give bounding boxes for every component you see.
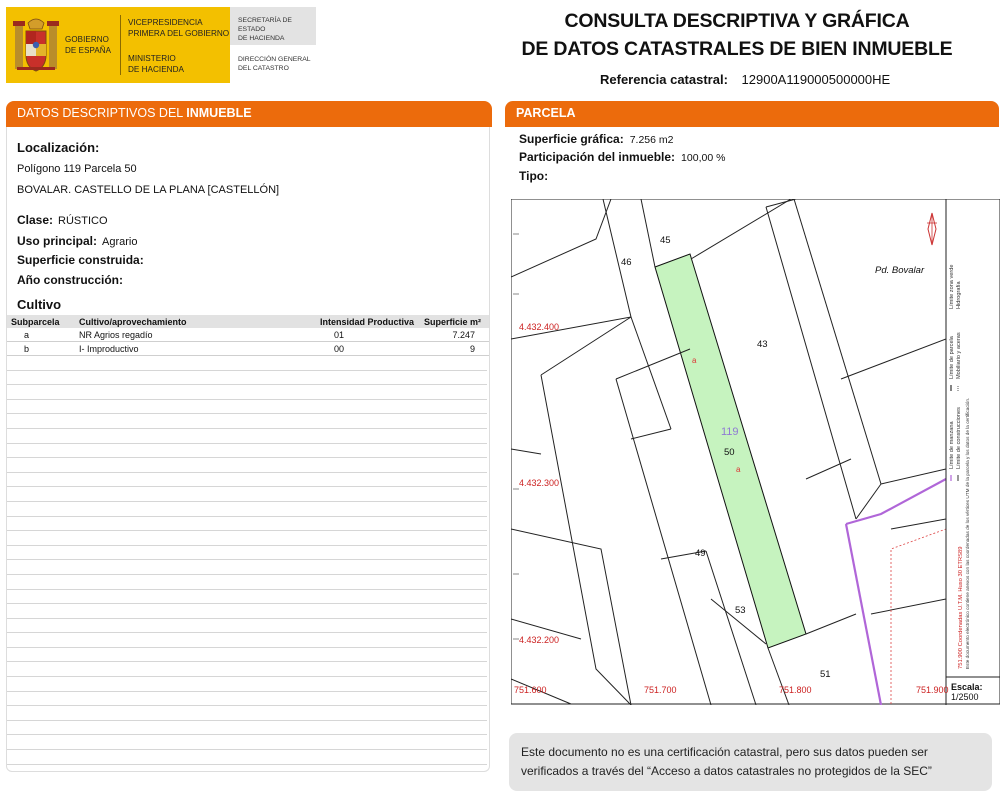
parcel-label-46: 46 — [621, 257, 632, 268]
participacion-field: Participación del inmueble: 100,00 % — [519, 150, 726, 164]
coord-x-4: 751.900 — [916, 685, 949, 695]
localizacion-line1: Polígono 119 Parcela 50 — [17, 163, 137, 175]
coord-y-3: 4.432.200 — [519, 635, 560, 645]
superficie-grafica-value: 7.256 m2 — [629, 134, 674, 146]
coat-of-arms-icon — [12, 15, 60, 77]
localizacion-line2: BOVALAR. CASTELLO DE LA PLANA [CASTELLÓN] — [17, 184, 280, 196]
place-label: Pd. Bovalar — [875, 265, 925, 276]
superficie-construida-label: Superficie construida: — [17, 253, 144, 267]
empty-table-row — [7, 590, 487, 605]
empty-table-row — [7, 531, 487, 546]
table-row: a NR Agrios regadío 01 7.247 — [7, 328, 489, 342]
logo-divider — [120, 15, 121, 75]
parcel-label-43: 43 — [757, 339, 768, 350]
coord-x-3: 751.800 — [779, 685, 812, 695]
empty-table-row — [7, 444, 487, 459]
coord-note-line2: Este documento electrónico contiene anexos con las coordenadas de los vértices UTM de la parcela y los datos de la certificación. — [965, 397, 970, 669]
parcela-header: PARCELA — [505, 101, 999, 127]
verification-notice: Este documento no es una certificación catastral, pero sus datos pueden ser verificados a través del “Acceso a datos catastrales no protegidos de la SEC” — [509, 733, 992, 791]
subparcel-label-a2: a — [736, 465, 741, 474]
uso-value: Agrario — [102, 236, 138, 248]
clase-field: Clase: RÚSTICO — [17, 213, 108, 227]
secretaria-block: SECRETARÍA DE ESTADO DE HACIENDA — [230, 7, 316, 45]
empty-table-row — [7, 429, 487, 444]
document-title: CONSULTA DESCRIPTIVA Y GRÁFICA DE DATOS CATASTRALES DE BIEN INMUEBLE — [521, 10, 953, 60]
empty-table-row — [7, 735, 487, 750]
legend-line-5: Límite zona verde — [949, 264, 955, 309]
empty-table-row — [7, 677, 487, 692]
coord-x-2: 751.700 — [644, 685, 677, 695]
empty-table-row — [7, 385, 487, 400]
empty-table-row — [7, 648, 487, 663]
parcel-label-50: 50 — [724, 447, 735, 458]
coord-y-1: 4.432.400 — [519, 322, 560, 332]
superficie-grafica-field: Superficie gráfica: 7.256 m2 — [519, 132, 674, 146]
parcel-label-45: 45 — [660, 235, 671, 246]
ref-label: Referencia catastral: — [600, 72, 728, 87]
empty-table-row — [7, 546, 487, 561]
direccion-general-text: DIRECCIÓN GENERAL DEL CATASTRO — [238, 56, 311, 72]
empty-table-row — [7, 517, 487, 532]
parcel-label-119: 119 — [721, 426, 739, 438]
cultivo-table — [7, 315, 489, 765]
parcel-label-51: 51 — [820, 669, 831, 680]
gobierno-logo — [6, 7, 230, 83]
col-cultivo: Cultivo/aprovechamiento — [79, 317, 187, 327]
scale-label: Escala: — [951, 682, 983, 692]
tipo-label: Tipo: — [519, 169, 549, 183]
vicepresidencia-text: VICEPRESIDENCIA PRIMERA DEL GOBIERNO — [128, 18, 230, 38]
empty-table-row — [7, 487, 487, 502]
clase-value: RÚSTICO — [58, 215, 108, 227]
empty-table-row — [7, 502, 487, 517]
legend-line-4: Mobiliario y aceras — [956, 332, 962, 379]
subparcel-label-a: a — [692, 356, 697, 365]
datos-descriptivos-header: DATOS DESCRIPTIVOS DEL INMUEBLE — [6, 101, 492, 127]
legend-line-2: Límite de parcela — [949, 336, 955, 379]
coord-y-2: 4.432.300 — [519, 478, 560, 488]
empty-rows — [7, 356, 489, 765]
participacion-value: 100,00 % — [681, 152, 726, 164]
empty-table-row — [7, 473, 487, 488]
legend-line-3: Límite de construcciones — [956, 407, 962, 469]
coord-note-line1: 751.900 Coordenadas U.T.M. Huso 30 ETRS89 — [958, 546, 964, 669]
uso-principal-field: Uso principal: Agrario — [17, 234, 138, 248]
empty-table-row — [7, 633, 487, 648]
ref-value: 12900A119000500000HE — [741, 72, 891, 87]
empty-table-row — [7, 692, 487, 707]
empty-table-row — [7, 575, 487, 590]
scale-value: 1/2500 — [951, 692, 979, 702]
empty-table-row — [7, 414, 487, 429]
referencia-catastral — [600, 72, 890, 87]
empty-table-row — [7, 721, 487, 736]
parcel-label-53: 53 — [735, 605, 746, 616]
cultivo-title: Cultivo — [17, 297, 62, 312]
legend-line-6: Hidrografía — [956, 281, 962, 309]
parcel-map — [511, 199, 1000, 705]
empty-table-row — [7, 371, 487, 386]
coord-x-1: 751.600 — [514, 685, 547, 695]
empty-table-row — [7, 706, 487, 721]
table-row: b I- Improductivo 00 9 — [7, 342, 489, 356]
empty-table-row — [7, 604, 487, 619]
empty-table-row — [7, 356, 487, 371]
ministerio-text: MINISTERIO DE HACIENDA — [128, 54, 184, 74]
table-header — [7, 315, 489, 328]
parcel-label-49: 49 — [695, 548, 706, 559]
empty-table-row — [7, 619, 487, 634]
col-subparcela: Subparcela — [11, 317, 60, 327]
col-superficie: Superficie m² — [424, 317, 482, 327]
legend-line-1: Límite de manzana — [949, 421, 955, 469]
col-intensidad: Intensidad Productiva — [320, 317, 415, 327]
localizacion-label: Localización: — [17, 140, 100, 155]
empty-table-row — [7, 750, 487, 765]
empty-table-row — [7, 400, 487, 415]
empty-table-row — [7, 560, 487, 575]
gobierno-text: GOBIERNO DE ESPAÑA — [65, 35, 112, 55]
anio-construccion-label: Año construcción: — [17, 273, 124, 287]
empty-table-row — [7, 662, 487, 677]
empty-table-row — [7, 458, 487, 473]
